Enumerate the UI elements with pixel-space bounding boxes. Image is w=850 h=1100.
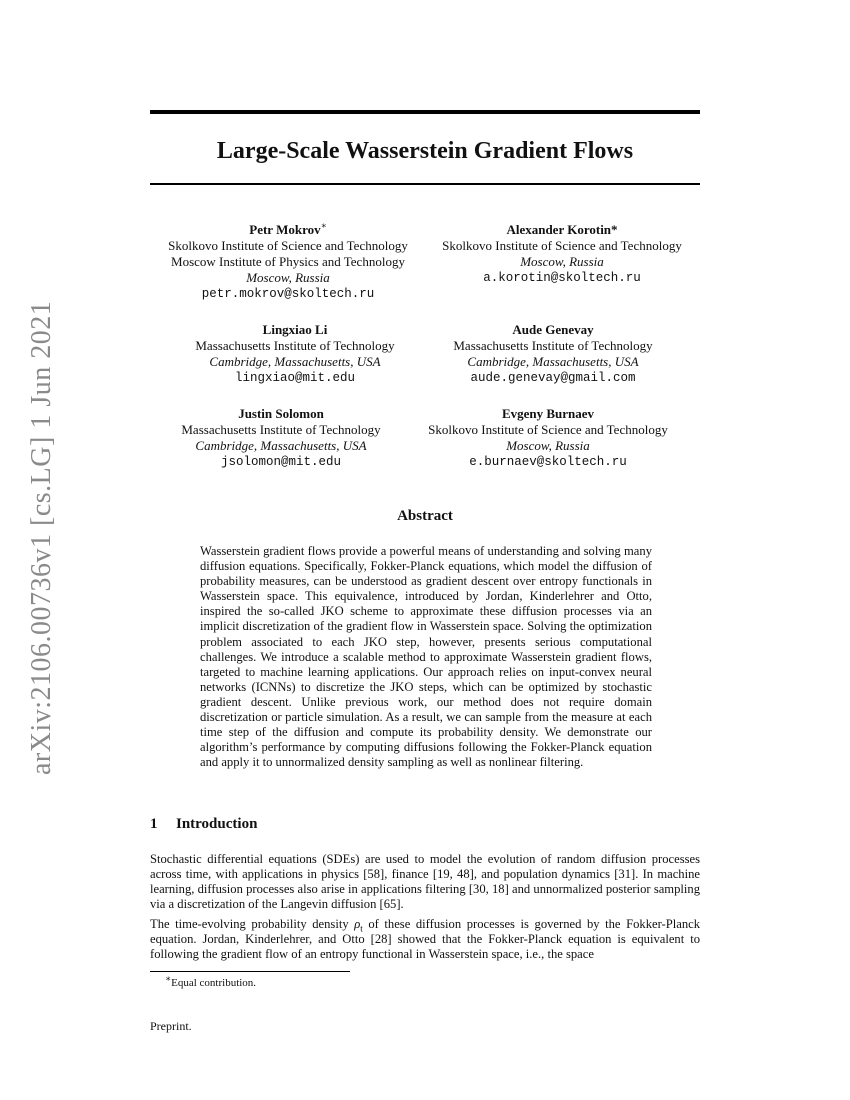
author-location: Cambridge, Massachusetts, USA bbox=[467, 354, 639, 369]
author-email: a.korotin@skoltech.ru bbox=[483, 271, 641, 285]
author-affiliation: Skolkovo Institute of Science and Technology bbox=[442, 238, 682, 253]
rho-symbol: ρ bbox=[354, 917, 361, 931]
author-location: Moscow, Russia bbox=[506, 438, 590, 453]
author-email: aude.genevay@gmail.com bbox=[470, 371, 636, 385]
intro-text: of these diffusion processes is governed by the Fokker-Planck equation. Jordan, Kinderlehrer, and Otto [28] showed that the Fokker-Planck equation is equivalent to following the gradient flow of an entropy functional in Wasserstein space, i.e., the space bbox=[150, 917, 701, 962]
equal-contribution-mark: ∗ bbox=[320, 220, 327, 231]
author-location: Moscow, Russia bbox=[246, 270, 330, 285]
section-heading bbox=[150, 816, 257, 833]
author-affiliation: Massachusetts Institute of Technology bbox=[195, 338, 395, 353]
author-name: Aude Genevay bbox=[512, 322, 594, 337]
author-affiliation: Skolkovo Institute of Science and Technology bbox=[168, 238, 408, 253]
author-location: Cambridge, Massachusetts, USA bbox=[195, 438, 367, 453]
title-rule-top bbox=[150, 110, 700, 114]
author-email: jsolomon@mit.edu bbox=[220, 455, 342, 469]
footnote-mark: ∗ bbox=[165, 973, 172, 984]
author-block bbox=[422, 222, 702, 286]
abstract-text: Wasserstein gradient flows provide a powerful means of understanding and solving many diffusion equations. Specifically, Fokker-Planck equations, which model the diffusion of probability measures, can be understood as gradient descent over entropy functionals in Wasserstein space. This equivalence, introduced by Jordan, Kinderlehrer and Otto, inspired the so-called JKO scheme to approximate these diffusion processes via an implicit discretization of the gradient flow in Wasserstein space. Solving the optimization problem associated to each JKO step, however, presents serious computational challenges. We introduce a scalable method to approximate Wasserstein gradient flows, targeted to machine learning applications. Our approach relies on input-convex neural networks (ICNNs) to discretize the JKO steps, which can be optimized by stochastic gradient descent. Unlike previous work, our method does not require domain discretization or particle simulation. As a result, we can sample from the measure at each time step of the diffusion and compute its probability density. We demonstrate our algorithm’s performance by computing diffusions following the Fokker-Planck equation and apply it to unnormalized density sampling as well as nonlinear filtering. bbox=[200, 544, 652, 770]
author-block bbox=[408, 406, 688, 470]
intro-paragraph-1: Stochastic differential equations (SDEs) are used to model the evolution of random diffusion processes across time, with applications in physics [58], finance [19, 48], and population dynamics [31]. In machine learning, diffusion processes also arise in applications filtering [30, 18] and unnormalized posterior sampling via a discretization of the Langevin diffusion [65]. bbox=[150, 852, 700, 912]
title-rule-bottom bbox=[150, 183, 700, 185]
author-affiliation: Moscow Institute of Physics and Technology bbox=[171, 254, 405, 269]
author-affiliation: Massachusetts Institute of Technology bbox=[181, 422, 381, 437]
footnote-rule bbox=[150, 971, 350, 972]
author-affiliation: Massachusetts Institute of Technology bbox=[453, 338, 653, 353]
author-block bbox=[148, 222, 428, 302]
arxiv-stamp: arXiv:2106.00736v1 [cs.LG] 1 Jun 2021 bbox=[26, 300, 57, 775]
intro-paragraph-2 bbox=[150, 917, 700, 962]
intro-text: The time-evolving probability density bbox=[150, 917, 355, 931]
author-block bbox=[155, 322, 435, 386]
author-name: Justin Solomon bbox=[238, 406, 324, 421]
author-name: Alexander Korotin* bbox=[506, 222, 618, 237]
author-email: e.burnaev@skoltech.ru bbox=[469, 455, 627, 469]
author-block bbox=[141, 406, 421, 470]
author-name: Petr Mokrov∗ bbox=[249, 220, 327, 237]
author-email: lingxiao@mit.edu bbox=[234, 371, 356, 385]
section-number: 1 bbox=[150, 816, 158, 832]
author-name: Lingxiao Li bbox=[262, 322, 328, 337]
author-name: Evgeny Burnaev bbox=[501, 406, 595, 421]
footnote bbox=[165, 973, 257, 990]
author-location: Cambridge, Massachusetts, USA bbox=[209, 354, 381, 369]
abstract-heading: Abstract bbox=[397, 508, 453, 524]
preprint-label: Preprint. bbox=[150, 1019, 192, 1033]
author-affiliation: Skolkovo Institute of Science and Technology bbox=[428, 422, 668, 437]
footnote-text: Equal contribution. bbox=[171, 977, 257, 989]
author-location: Moscow, Russia bbox=[520, 254, 604, 269]
author-block bbox=[413, 322, 693, 386]
paper-title: Large-Scale Wasserstein Gradient Flows bbox=[216, 138, 634, 164]
rho-subscript: t bbox=[360, 923, 363, 934]
section-title: Introduction bbox=[176, 816, 258, 832]
author-email: petr.mokrov@skoltech.ru bbox=[201, 287, 375, 301]
